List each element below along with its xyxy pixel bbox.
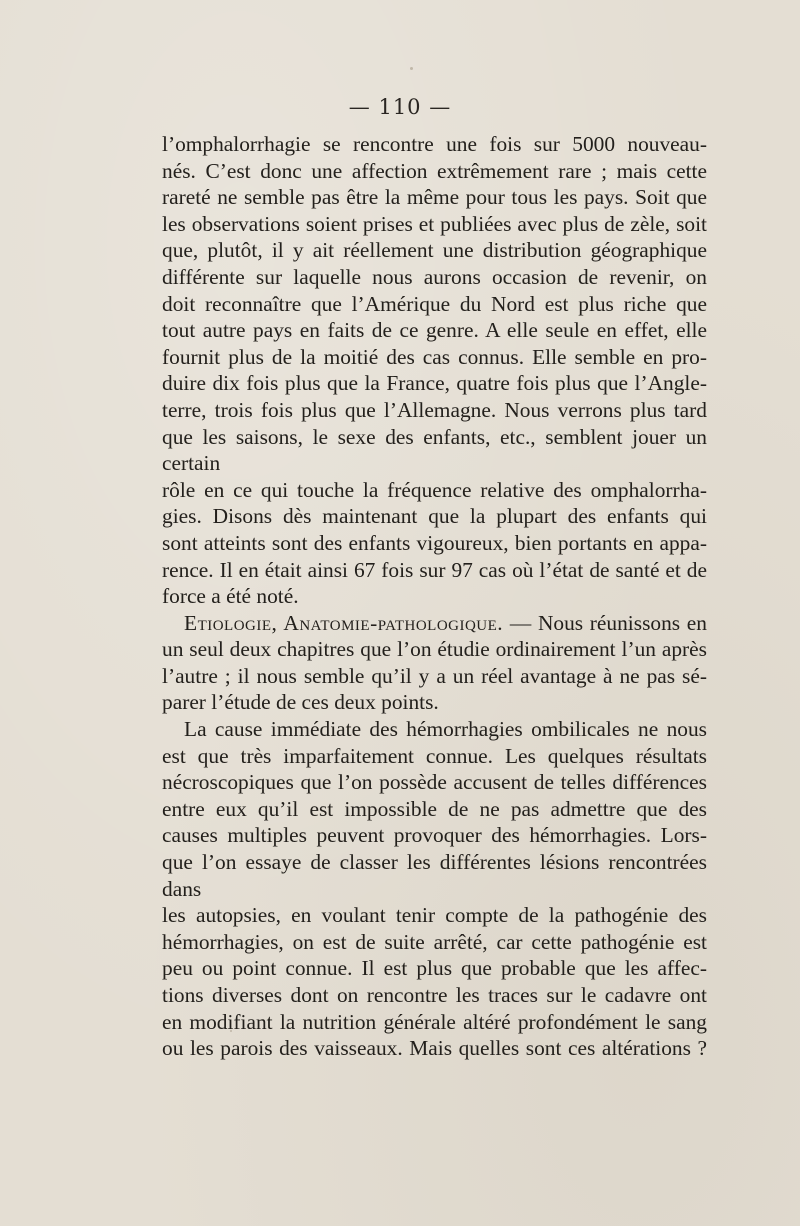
text-line: force a été noté. bbox=[162, 584, 299, 609]
text-line: rôle en ce qui touche la fréquence relative des omphalorrha- bbox=[162, 477, 707, 502]
text-line: nés. C’est donc une affection extrêmement rare ; mais cette bbox=[162, 158, 707, 183]
text-line: entre eux qu’il est impossible de ne pas admettre que des bbox=[162, 796, 707, 821]
text-line: tout autre pays en faits de ce genre. A elle seule en effet, elle bbox=[162, 318, 707, 343]
paragraph-3 bbox=[162, 716, 707, 1062]
text-line: sont atteints sont des enfants vigoureux, bien portants en appa- bbox=[162, 530, 707, 555]
heading-continuation: — Nous réunissons en bbox=[509, 610, 707, 635]
text-line: que l’on essaye de classer les différentes lésions rencontrées dans bbox=[162, 850, 707, 901]
text-line: duire dix fois plus que la France, quatre fois plus que l’Angle- bbox=[162, 371, 707, 396]
text-line: que, plutôt, il y ait réellement une distribution géographique bbox=[162, 238, 707, 263]
text-line: causes multiples peuvent provoquer des hémorrhagies. Lors- bbox=[162, 823, 707, 848]
text-line: les observations soient prises et publiées avec plus de zèle, soit bbox=[162, 211, 707, 236]
text-line: que les saisons, le sexe des enfants, etc., semblent jouer un certain bbox=[162, 424, 707, 476]
text-line: rence. Il en était ainsi 67 fois sur 97 cas où l’état de santé et de bbox=[162, 557, 707, 582]
text-line: rareté ne semble pas être la même pour tous les pays. Soit que bbox=[162, 185, 707, 210]
text-line: peu ou point connue. Il est plus que probable que les affec- bbox=[162, 956, 707, 981]
text-line: fournit plus de la moitié des cas connus. Elle semble en pro- bbox=[162, 344, 707, 369]
text-line: l’autre ; il nous semble qu’il y a un réel avantage à ne pas sé- bbox=[162, 663, 707, 688]
text-line: parer l’étude de ces deux points. bbox=[162, 690, 439, 715]
paragraph-1 bbox=[162, 131, 707, 610]
paper-speck bbox=[410, 67, 413, 70]
text-line: nécroscopiques que l’on possède accusent de telles différences bbox=[162, 770, 707, 795]
text-line: différente sur laquelle nous aurons occasion de revenir, on bbox=[162, 264, 707, 289]
text-line: La cause immédiate des hémorrhagies ombilicales ne nous bbox=[184, 717, 707, 742]
text-line: hémorrhagies, on est de suite arrêté, car cette pathogénie est bbox=[162, 929, 707, 954]
text-line bbox=[162, 610, 707, 637]
body-text bbox=[162, 131, 707, 1062]
text-line: gies. Disons dès maintenant que la plupart des enfants qui bbox=[162, 504, 707, 529]
text-line: les autopsies, en voulant tenir compte de la pathogénie des bbox=[162, 903, 707, 928]
text-line: un seul deux chapitres que l’on étudie ordinairement l’un après bbox=[162, 637, 707, 662]
text-line: tions diverses dont on rencontre les traces sur le cadavre ont bbox=[162, 983, 707, 1007]
section-heading: Etiologie, Anatomie-pathologique. bbox=[184, 610, 504, 635]
text-line: terre, trois fois plus que l’Allemagne. Nous verrons plus tard bbox=[162, 397, 707, 422]
text-line: doit reconnaître que l’Amérique du Nord est plus riche que bbox=[162, 291, 707, 316]
text-line: est que très imparfaitement connue. Les quelques résultats bbox=[162, 743, 707, 768]
text-line: en modifiant la nutrition générale altéré profondément le sang bbox=[162, 1009, 707, 1034]
paragraph-2 bbox=[162, 610, 707, 716]
text-line: ou les parois des vaisseaux. Mais quelles sont ces altérations ? bbox=[162, 1036, 707, 1061]
page-number: — 110 — bbox=[348, 95, 452, 119]
text-line: l’omphalorrhagie se rencontre une fois sur 5000 nouveau- bbox=[162, 132, 707, 156]
